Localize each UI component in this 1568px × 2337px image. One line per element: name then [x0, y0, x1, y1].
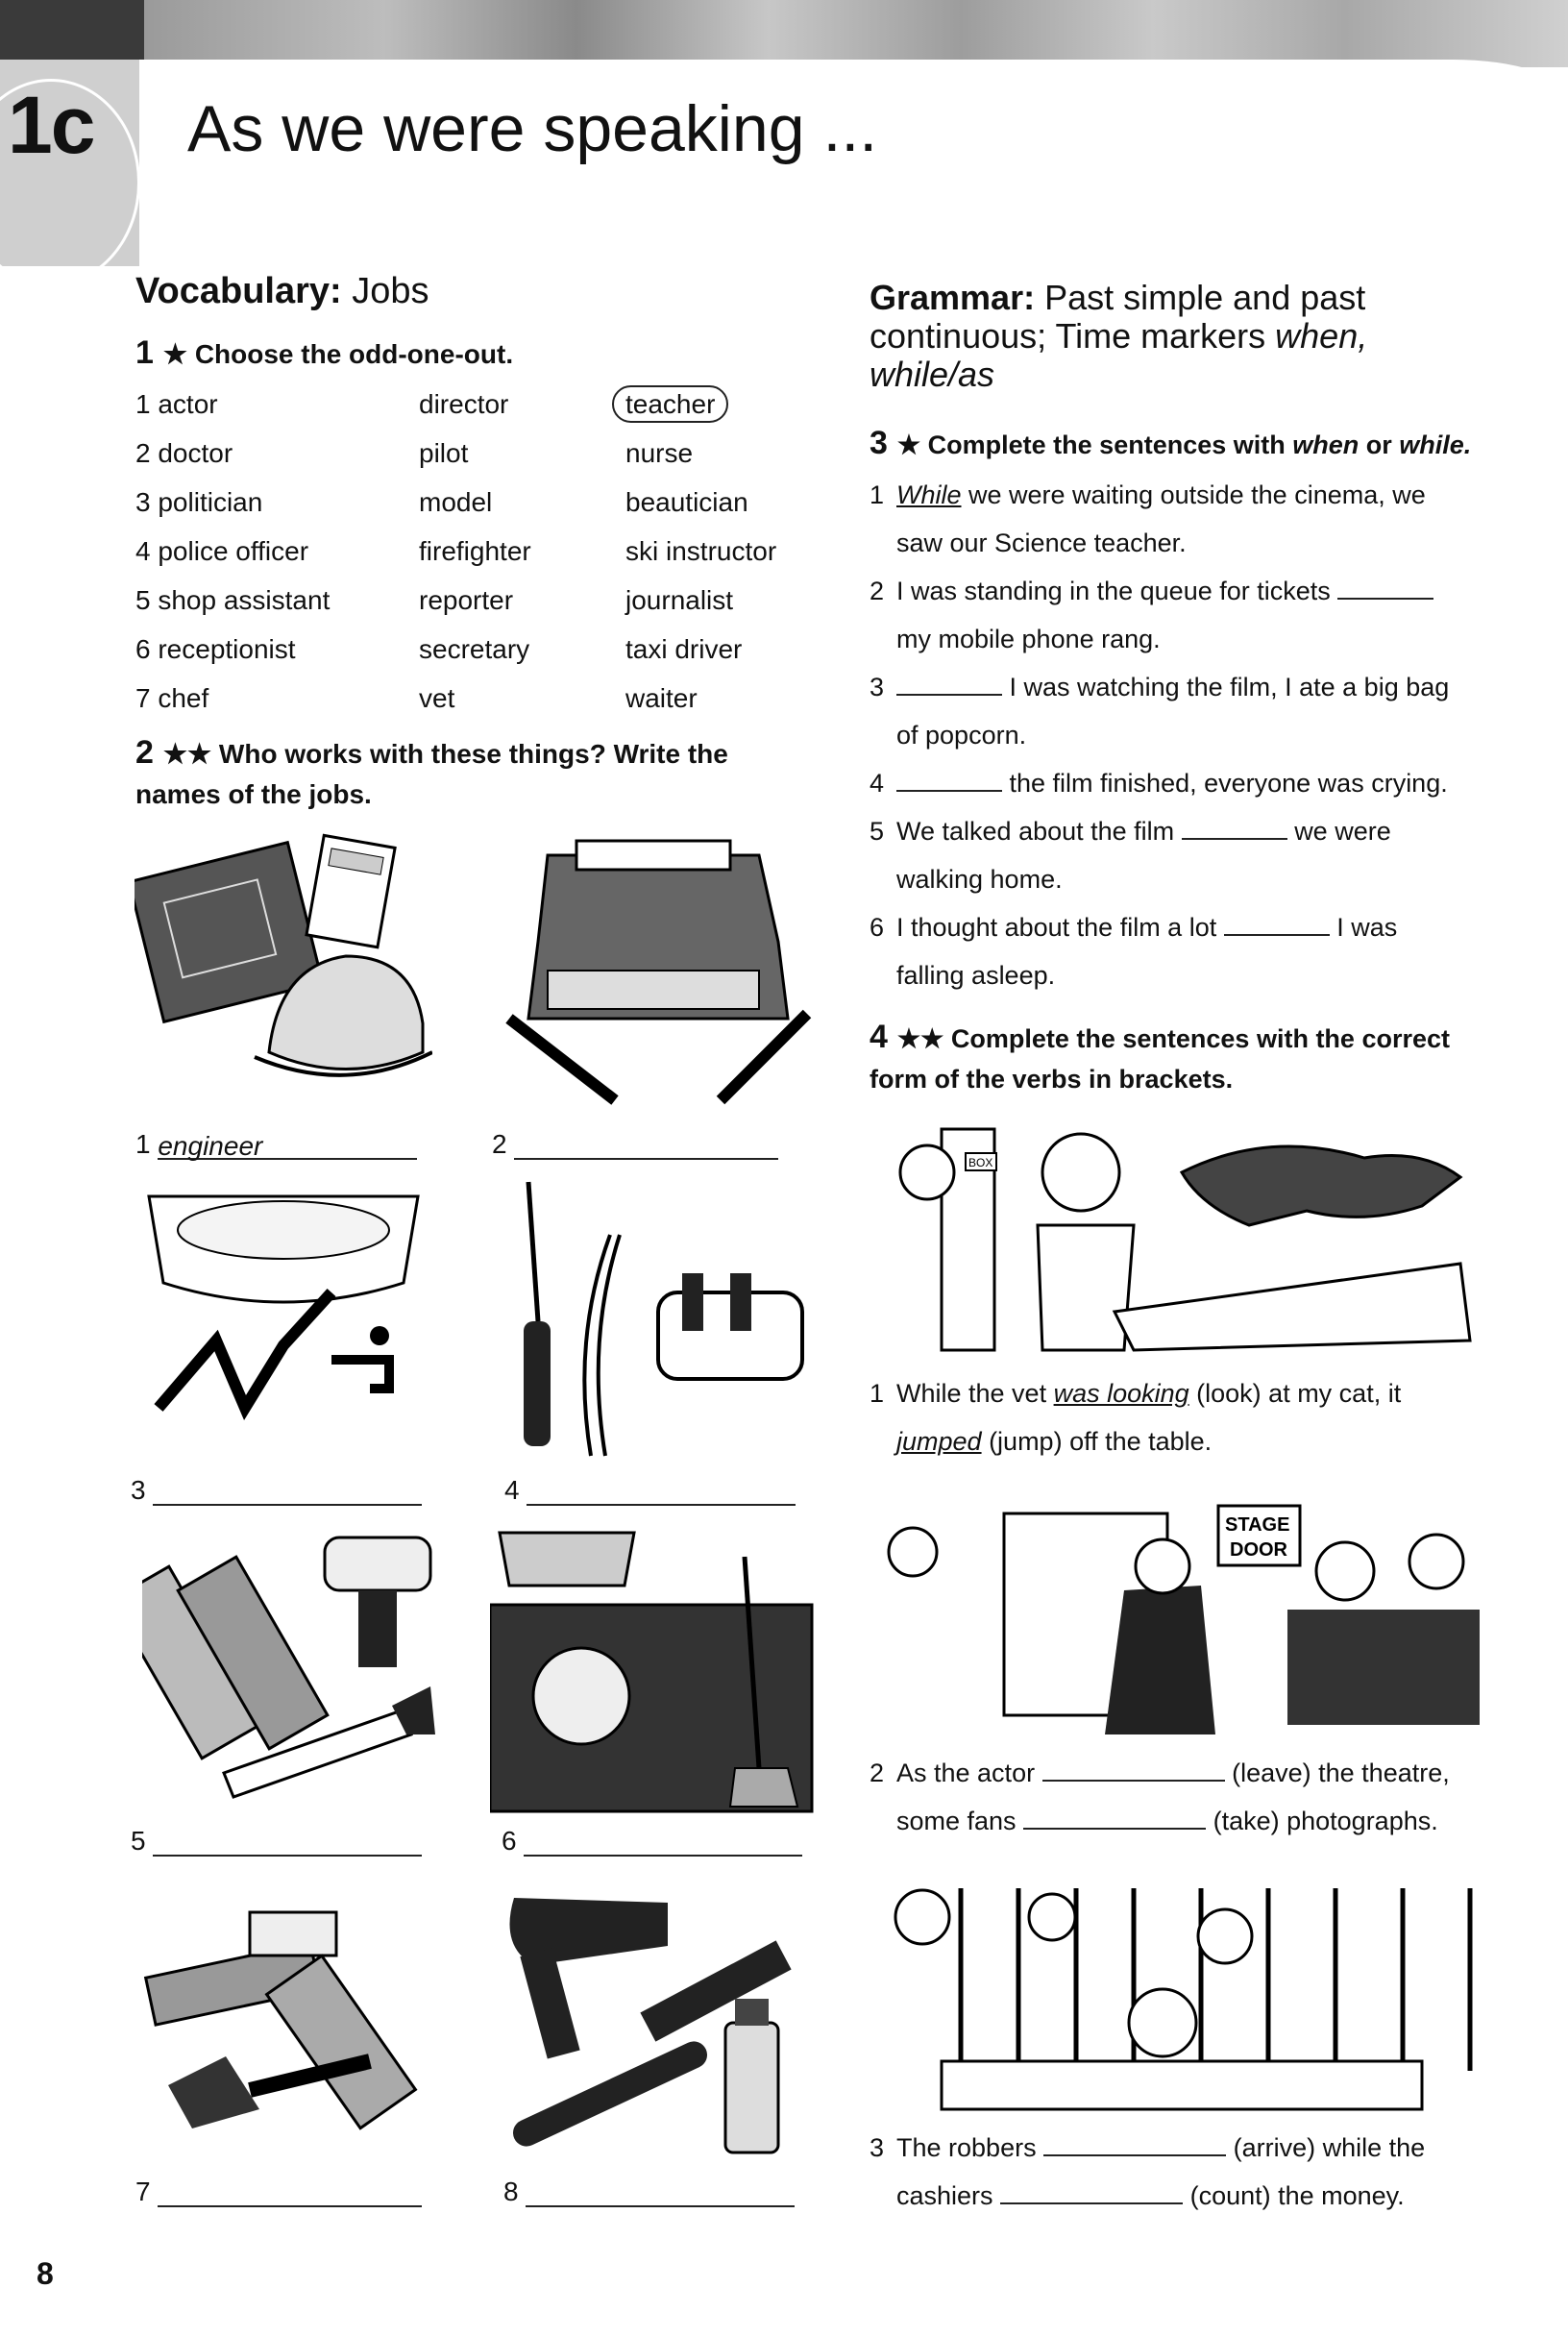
crowd: [1287, 1610, 1480, 1725]
circled-answer: teacher: [612, 385, 728, 423]
ex3-sentence-5: 5 We talked about the film we were walking home.: [870, 817, 1391, 894]
ex4-sentence-3: 3 The robbers (arrive) while the cashiers (count) the money.: [870, 2133, 1426, 2210]
ex4-sentence-2: 2 As the actor (leave) the theatre, some fans (take) photographs.: [870, 1759, 1450, 1835]
top-photo-band: [0, 0, 1568, 67]
sink-icon: [149, 1196, 418, 1302]
engineer-tools-illustration: [135, 831, 432, 1100]
grammar-heading: Grammar: Past simple and past continuous; Time markers when, while/as: [870, 278, 1368, 394]
page-number: 8: [37, 2256, 54, 2291]
ex3-instruction: 3 ★ Complete the sentences with when or while.: [870, 425, 1472, 461]
cable-icon: [584, 1235, 620, 1456]
cashier-figure: [1198, 1909, 1252, 1963]
plug-icon: [658, 1273, 802, 1379]
ex4-sentence-1: 1 While the vet was looking (look) at my cat, it jumped (jump) off the table.: [870, 1379, 1402, 1456]
robbers-bank-cartoon: [884, 1879, 1484, 2114]
blank-input[interactable]: [1224, 911, 1330, 936]
wrench-icon: [509, 1014, 807, 1100]
tap-icon: [331, 1326, 389, 1389]
calculator-icon: [306, 835, 395, 947]
list-item: 1 actor director teacher: [135, 380, 827, 429]
girl-figure: [900, 1145, 954, 1199]
stage-door-sign: STAGE: [1225, 1514, 1290, 1536]
basket-icon: [500, 1533, 634, 1586]
ex3-sentence-1: 1 While we were waiting outside the cinema, we saw our Science teacher.: [870, 480, 1426, 557]
odd-one-out-list: [135, 380, 827, 723]
brush-icon: [508, 2037, 711, 2151]
actor-fans-cartoon: [884, 1494, 1484, 1734]
ex3-sentence-2: 2 I was standing in the queue for tickets my mobile phone rang.: [870, 567, 1484, 663]
blank-input[interactable]: [896, 671, 1002, 696]
blank-input[interactable]: [1000, 2179, 1183, 2204]
vet-cat-cartoon: [884, 1119, 1480, 1355]
wood-planks-icon: [142, 1557, 328, 1759]
cashier-figure: [1129, 1989, 1196, 2056]
box-sign: BOX: [968, 1156, 993, 1169]
stage-door-sign: DOOR: [1230, 1539, 1287, 1561]
list-item: 5 shop assistant reporter journalist: [135, 584, 734, 615]
vet-figure: [1042, 1134, 1119, 1211]
electrician-tools-illustration: [514, 1177, 812, 1461]
fan-figure: [1316, 1542, 1374, 1600]
builder-tools-illustration: [135, 1893, 452, 2152]
blank-input[interactable]: [1182, 815, 1287, 840]
list-item: 6 receptionist secretary taxi driver: [135, 633, 743, 664]
hairdresser-tools-illustration: [495, 1879, 807, 2157]
screwdriver-icon: [524, 1182, 551, 1446]
blank-input[interactable]: [896, 767, 1002, 792]
list-item: 7 chef vet waiter: [135, 682, 698, 713]
blank-input[interactable]: [1043, 2131, 1226, 2156]
answer-2[interactable]: 2: [492, 1129, 778, 1160]
vocab-heading: Vocabulary: Jobs: [135, 271, 429, 311]
unit-label: 1c: [8, 80, 94, 170]
answer-8[interactable]: 8: [503, 2177, 795, 2207]
blank-input[interactable]: [1337, 575, 1433, 600]
page-title: As we were speaking ...: [187, 92, 878, 165]
fan-figure: [1409, 1535, 1463, 1588]
carpenter-tools-illustration: [142, 1533, 450, 1802]
ex3-sentence-3: 3 I was watching the film, I ate a big bag of popcorn.: [870, 673, 1450, 750]
drill-icon: [325, 1538, 430, 1667]
hairspray-icon: [725, 1999, 778, 2152]
answer-5[interactable]: 5: [131, 1826, 422, 1857]
mechanic-tools-illustration: [490, 826, 817, 1105]
blank-input[interactable]: [1023, 1805, 1206, 1830]
answer-1: 1 engineer: [135, 1129, 417, 1160]
ex3-sentence-6: 6 I thought about the film a lot I was falling asleep.: [870, 913, 1398, 990]
cleaner-tools-illustration: [490, 1528, 817, 1816]
answer-6[interactable]: 6: [502, 1826, 802, 1857]
fan-figure: [889, 1528, 937, 1576]
robber-figure: [1029, 1894, 1075, 1940]
ex1-instruction: 1 ★ Choose the odd-one-out.: [135, 334, 514, 371]
plumber-tools-illustration: [139, 1177, 447, 1461]
ex2-instruction: 2 ★★ Who works with these things? Write the names of the jobs.: [135, 734, 728, 809]
robber-figure: [895, 1890, 949, 1944]
counter: [942, 2061, 1422, 2109]
list-item: 3 politician model beautician: [135, 486, 748, 517]
list-item: 4 police officer firefighter ski instructor: [135, 535, 777, 566]
ex3-sentence-4: 4 the film finished, everyone was crying.: [870, 769, 1448, 798]
blank-input[interactable]: [1042, 1757, 1225, 1782]
answer-4[interactable]: 4: [504, 1475, 796, 1506]
car-icon: [528, 841, 788, 1019]
pipe-icon: [159, 1292, 331, 1408]
answer-3[interactable]: 3: [131, 1475, 422, 1506]
hairdryer-icon: [510, 1898, 669, 2059]
list-item: 2 doctor pilot nurse: [135, 437, 694, 468]
ex4-instruction: 4 ★★ Complete the sentences with the correct form of the verbs in brackets.: [870, 1019, 1450, 1094]
answer-7[interactable]: 7: [135, 2177, 422, 2207]
